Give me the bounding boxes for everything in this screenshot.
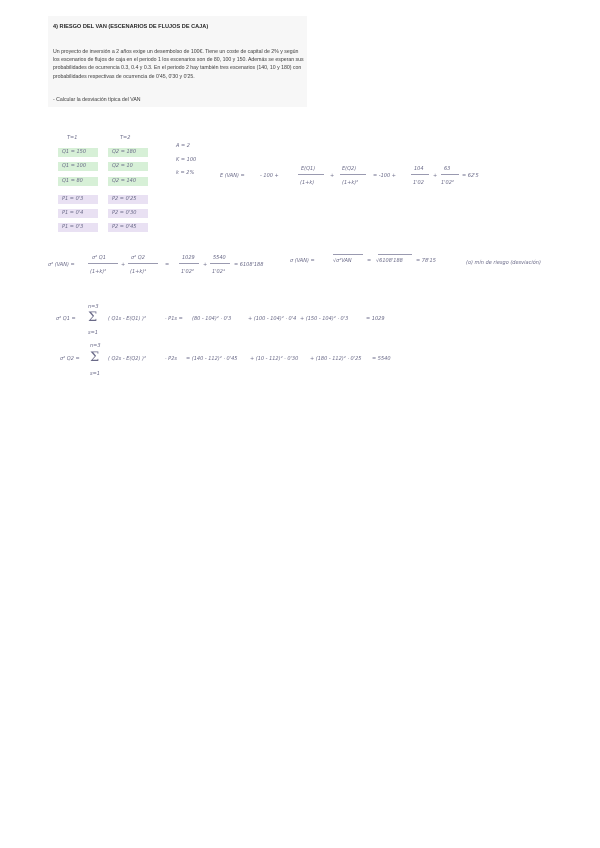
eq4-upper: n=3 (88, 304, 99, 310)
eq5-lower: s=1 (90, 371, 100, 377)
eq2-plus: + (121, 262, 126, 268)
eq1-plus: + (330, 173, 335, 179)
eq2-num4: 5540 (213, 255, 226, 261)
eq1-den1: (1+k) (300, 180, 315, 186)
eq1-den3: 1'02 (413, 180, 424, 186)
eq1-num2: E(Q2) (342, 166, 357, 172)
table-col1-row: P1 = 0'3 (62, 224, 84, 230)
table-col1-row: Q1 = 100 (62, 163, 87, 169)
eq3-eq: = (367, 258, 372, 264)
eq5-prob: · P2s (165, 356, 177, 362)
param-k-capital: K = 100 (176, 157, 197, 163)
eq5-lhs: σ² Q2 = (60, 356, 80, 362)
eq1-den4: 1'02² (441, 180, 454, 186)
eq2-plus2: + (203, 262, 208, 268)
eq1-num4: 63 (444, 166, 451, 172)
eq4-result: = 1029 (366, 316, 385, 322)
eq3-lhs: σ (VAN) = (290, 258, 315, 264)
eq3-result: = 78'15 (416, 258, 436, 264)
eq1-den2: (1+k)² (342, 180, 359, 186)
eq2-lhs: σ² (VAN) = (48, 262, 75, 268)
eq5-result: = 5540 (372, 356, 391, 362)
eq4-term: ( Q1s - E(Q1) )² (108, 316, 146, 322)
table-col2-header: T=2 (120, 135, 131, 141)
eq3-root1: √σ²VAN (333, 258, 352, 264)
eq2-result: = 6108'188 (234, 262, 264, 268)
eq2-num3: 1029 (182, 255, 195, 261)
eq1-lhs: E (VAN) = (220, 173, 245, 179)
eq1-result: = 62'5 (462, 173, 479, 179)
eq1-num1: E(Q1) (301, 166, 316, 172)
exercise-heading: 4) RIESGO DEL VAN (ESCENARIOS DE FLUJOS DE CAJA) (53, 24, 209, 30)
eq4-part3: + (150 - 104)² · 0'3 (300, 316, 349, 322)
eq2-den4: 1'02⁴ (212, 269, 225, 275)
table-col2-row: P2 = 0'30 (112, 210, 137, 216)
eq4-lower: s=1 (88, 330, 98, 336)
table-col1-row: P1 = 0'4 (62, 210, 84, 216)
eq2-den3: 1'02² (181, 269, 194, 275)
table-col2-row: P2 = 0'45 (112, 224, 137, 230)
problem-statement: Un proyecto de inversión a 2 años exige un desembolso de 100€. Tiene un coste de capital de 2% y según los escenarios de flujos de caja en el periodo 1 los escenarios son de 80, 100 y 150. Además se esperan sus probabilidades de ocurrencia 0.3, 0.4 y 0.3. En el periodo 2 hay también tres escenarios (140, 10 y 180) con probabilidades respectivas de ocurrencia de 0'45, 0'30 y 0'25. (53, 49, 304, 80)
eq2-den2: (1+k)⁴ (130, 269, 147, 275)
eq2-num2: σ² Q2 (131, 255, 145, 261)
eq3-note: (o) mín de riesgo (desviación) (466, 260, 541, 266)
table-col2-row: P2 = 0'25 (112, 196, 137, 202)
table-col2-row: Q2 = 140 (112, 178, 137, 184)
table-col1-row: Q1 = 80 (62, 178, 83, 184)
table-col2-row: Q2 = 10 (112, 163, 133, 169)
eq5-term: ( Q2s - E(Q2) )² (108, 356, 146, 362)
eq1-plus2: + (433, 173, 438, 179)
eq4-sigma: Σ (88, 310, 98, 325)
eq1-term: - 100 + (260, 173, 279, 179)
eq2-eq: = (165, 262, 170, 268)
eq5-part3: + (180 - 112)² · 0'25 (310, 356, 362, 362)
eq4-prob: · P1s = (165, 316, 183, 322)
task-statement: - Calcular la desviación típica del VAN (53, 97, 141, 103)
eq2-num1: σ² Q1 (92, 255, 106, 261)
eq1-num3: 104 (414, 166, 424, 172)
eq4-lhs: σ² Q1 = (56, 316, 76, 322)
eq4-part2: + (100 - 104)² · 0'4 (248, 316, 297, 322)
eq2-den1: (1+k)² (90, 269, 107, 275)
eq5-upper: n=3 (90, 343, 101, 349)
param-a: A = 2 (176, 143, 190, 149)
table-col1-row: Q1 = 150 (62, 149, 87, 155)
eq3-root2: √6108'188 (376, 258, 403, 264)
eq5-sigma: Σ (90, 350, 100, 365)
eq4-part1: (80 - 104)² · 0'3 (192, 316, 232, 322)
eq1-mid: = -100 + (373, 173, 396, 179)
param-k-rate: k = 2% (176, 170, 195, 176)
table-col1-row: P1 = 0'3 (62, 196, 84, 202)
eq5-part1: = (140 - 112)² · 0'45 (186, 356, 238, 362)
eq5-part2: + (10 - 112)² · 0'30 (250, 356, 299, 362)
table-col1-header: T=1 (67, 135, 78, 141)
table-col2-row: Q2 = 180 (112, 149, 137, 155)
